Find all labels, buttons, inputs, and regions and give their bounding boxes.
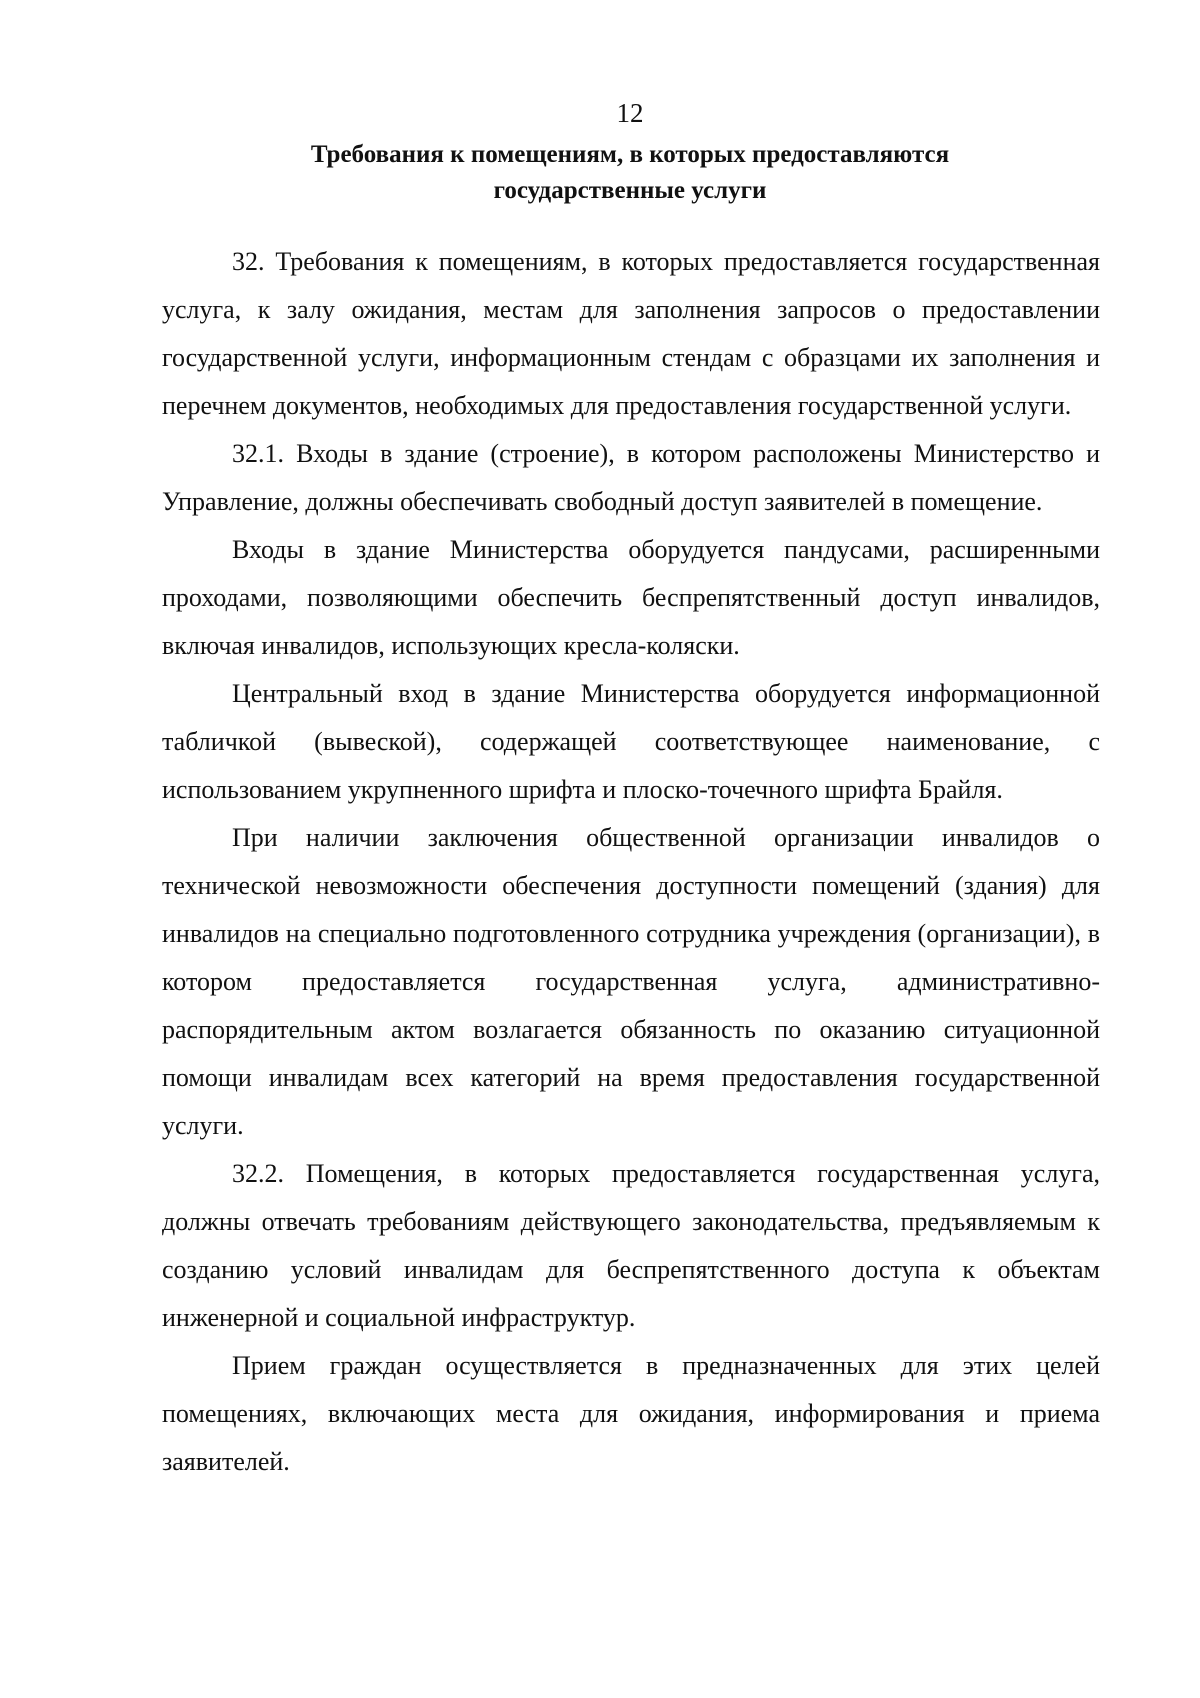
section-heading-line-1: Требования к помещениям, в которых предоставляются [310,141,950,168]
paragraph-central-entrance: Центральный вход в здание Министерства оборудуется информационной табличкой (вывеской), содержащей соответствующее наименование, с использованием укрупненного шрифта и плоско-точечного шрифта Брайля. [162,679,1100,804]
paragraph-ramps: Входы в здание Министерства оборудуется пандусами, расширенными проходами, позволяющими обеспечить беспрепятственный доступ инвалидов, включая инвалидов, использующих кресла-коляски. [162,535,1100,660]
body-text [162,238,1100,1486]
section-heading-line-2: государственные услуги [493,177,767,204]
paragraph-reception: Прием граждан осуществляется в предназначенных для этих целей помещениях, включающих места для ожидания, информирования и приема заявителей. [162,1351,1100,1476]
paragraph-32-1: 32.1. Входы в здание (строение), в котором расположены Министерство и Управление, должны обеспечивать свободный доступ заявителей в помещение. [162,439,1100,516]
page-number: 12 [616,98,644,128]
paragraph-accessibility-assistance: При наличии заключения общественной организации инвалидов о технической невозможности обеспечения доступности помещений (здания) для инвалидов на специально подготовленного сотрудника учреждения (организации), в котором предоставляется государственная услуга, административно-распорядительным актом возлагается обязанность по оказанию ситуационной помощи инвалидам всех категорий на время предоставления государственной услуги. [162,823,1100,1140]
section-heading [160,137,1100,209]
paragraph-32: 32. Требования к помещениям, в которых предоставляется государственная услуга, к залу ожидания, местам для заполнения запросов о предоставлении государственной услуги, информационным стендам с образцами их заполнения и перечнем документов, необходимых для предоставления государственной услуги. [162,247,1100,420]
paragraph-32-2: 32.2. Помещения, в которых предоставляется государственная услуга, должны отвечать требованиям действующего законодательства, предъявляемым к созданию условий инвалидам для беспрепятственного доступа к объектам инженерной и социальной инфраструктур. [162,1159,1100,1332]
